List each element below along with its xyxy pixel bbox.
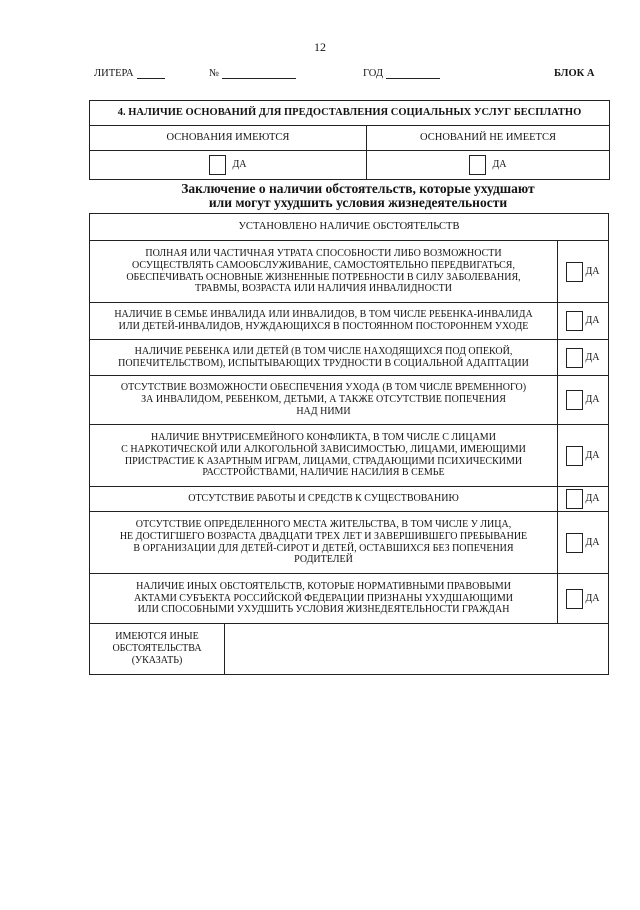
litera-blank[interactable] (137, 68, 165, 79)
checkbox[interactable] (209, 155, 226, 175)
circumstance-row (90, 241, 609, 303)
yes-option[interactable] (558, 487, 609, 512)
yes-option[interactable] (558, 425, 609, 487)
yes-option[interactable] (558, 376, 609, 425)
number-field[interactable] (209, 68, 296, 79)
circumstance-text (90, 340, 558, 376)
text-line: НАД НИМИ (296, 405, 351, 417)
form-header (88, 68, 606, 84)
text-line: НАЛИЧИЕ ИНЫХ ОБСТОЯТЕЛЬСТВ, КОТОРЫЕ НОРМАТИВНЫМИ ПРАВОВЫМИ (136, 580, 511, 592)
checkbox[interactable] (566, 533, 583, 553)
yes-option[interactable] (558, 303, 609, 340)
text-line: ПОПЕЧИТЕЛЬСТВОМ), ИСПЫТЫВАЮЩИХ ТРУДНОСТИ В СОЦИАЛЬНОЙ АДАПТАЦИИ (118, 357, 529, 369)
yes-label: ДА (585, 493, 600, 505)
other-circumstances-label (90, 624, 225, 675)
text-line: НАЛИЧИЕ РЕБЕНКА ИЛИ ДЕТЕЙ (В ТОМ ЧИСЛЕ НАХОДЯЩИХСЯ ПОД ОПЕКОЙ, (134, 345, 513, 357)
circumstance-text (90, 303, 558, 340)
circumstances-table (89, 213, 609, 675)
text-line: ИМЕЮТСЯ ИНЫЕ (115, 631, 199, 643)
text-line: ИЛИ СПОСОБНЫМИ УХУДШИТЬ УСЛОВИЯ ЖИЗНЕДЕЯТЕЛЬНОСТИ ГРАЖДАН (137, 604, 510, 616)
yes-label: ДА (585, 265, 600, 277)
circumstance-row (90, 512, 609, 574)
checkbox[interactable] (566, 311, 583, 331)
circumstance-row (90, 303, 609, 340)
litera-field[interactable] (94, 68, 165, 79)
circumstance-row (90, 487, 609, 512)
checkbox[interactable] (566, 262, 583, 282)
text-line: ОСУЩЕСТВЛЯТЬ САМООБСЛУЖИВАНИЕ, САМОСТОЯТЕЛЬНО ПЕРЕДВИГАТЬСЯ, (132, 259, 515, 271)
text-line: АКТАМИ СУБЪЕКТА РОССИЙСКОЙ ФЕДЕРАЦИИ ПРИЗНАНЫ УХУДШАЮЩИМИ (133, 592, 514, 604)
checkbox[interactable] (566, 489, 583, 509)
circumstance-row (90, 425, 609, 487)
conclusion-title (88, 182, 628, 209)
grounds-exist-header: ОСНОВАНИЯ ИМЕЮТСЯ (90, 126, 367, 151)
other-circumstances-row (90, 624, 609, 675)
block-label: БЛОК А (554, 68, 595, 79)
free-services-table (89, 100, 610, 180)
text-line: В ОРГАНИЗАЦИИ ДЛЯ ДЕТЕЙ-СИРОТ И ДЕТЕЙ, ОСТАВШИХСЯ БЕЗ ПОПЕЧЕНИЯ (133, 542, 514, 554)
text-line: ТРАВМЫ, ВОЗРАСТА ИЛИ НАЛИЧИЯ ИНВАЛИДНОСТИ (195, 283, 452, 295)
number-blank[interactable] (222, 68, 296, 79)
text-line: ОТСУТСТВИЕ ОПРЕДЕЛЕННОГО МЕСТА ЖИТЕЛЬСТВА, В ТОМ ЧИСЛЕ У ЛИЦА, (135, 518, 512, 530)
yes-label: ДА (585, 315, 600, 327)
number-label: № (209, 68, 220, 79)
yes-option[interactable] (558, 574, 609, 624)
text-line: ПОЛНАЯ ИЛИ ЧАСТИЧНАЯ УТРАТА СПОСОБНОСТИ ЛИБО ВОЗМОЖНОСТИ (145, 247, 502, 259)
other-circumstances-field[interactable] (225, 624, 609, 675)
text-line: НЕ ДОСТИГШЕГО ВОЗРАСТА ДВАДЦАТИ ТРЕХ ЛЕТ И ЗАВЕРШИВШЕГО ПРЕБЫВАНИЕ (119, 530, 528, 542)
circumstance-row (90, 340, 609, 376)
conclusion-title-line: Заключение о наличии обстоятельств, которые ухудшают (181, 181, 535, 196)
circumstance-text (90, 512, 558, 574)
text-line: РАССТРОЙСТВАМИ, НАЛИЧИЕ НАСИЛИЯ В СЕМЬЕ (202, 467, 445, 479)
yes-option[interactable] (558, 340, 609, 376)
checkbox[interactable] (566, 348, 583, 368)
year-field[interactable] (363, 68, 440, 79)
grounds-exist-option[interactable] (90, 151, 367, 180)
checkbox[interactable] (469, 155, 486, 175)
page-number: 12 (314, 40, 326, 54)
circumstance-row (90, 574, 609, 624)
text-line: ОБЕСПЕЧИВАТЬ ОСНОВНЫЕ ЖИЗНЕННЫЕ ПОТРЕБНОСТИ В СИЛУ ЗАБОЛЕВАНИЯ, (126, 271, 521, 283)
yes-label: ДА (232, 159, 247, 171)
circumstance-text (90, 376, 558, 425)
checkbox[interactable] (566, 446, 583, 466)
text-line: (УКАЗАТЬ) (131, 654, 183, 666)
checkbox[interactable] (566, 589, 583, 609)
year-label: ГОД (363, 68, 384, 79)
yes-label: ДА (492, 159, 507, 171)
circumstance-row (90, 376, 609, 425)
conclusion-title-line: или могут ухудшить условия жизнедеятельности (208, 194, 508, 210)
text-line: С НАРКОТИЧЕСКОЙ ИЛИ АЛКОГОЛЬНОЙ ЗАВИСИМОСТЬЮ, ЛИЦАМИ, ИМЕЮЩИМИ (121, 443, 526, 455)
text-line: ИЛИ ДЕТЕЙ-ИНВАЛИДОВ, НУЖДАЮЩИХСЯ В ПОСТОЯННОМ ПОСТОРОННЕМ УХОДЕ (118, 321, 529, 332)
yes-option[interactable] (558, 512, 609, 574)
circumstance-text (90, 487, 558, 512)
circumstance-text (90, 241, 558, 303)
yes-label: ДА (585, 449, 600, 461)
text-line: ПРИСТРАСТИЕ К АЗАРТНЫМ ИГРАМ, ЛИЦАМИ, СТРАДАЮЩИМИ ПСИХИЧЕСКИМИ (124, 455, 523, 467)
text-line: ОТСУТСТВИЕ РАБОТЫ И СРЕДСТВ К СУЩЕСТВОВАНИЮ (188, 493, 459, 505)
text-line: НАЛИЧИЕ В СЕМЬЕ ИНВАЛИДА ИЛИ ИНВАЛИДОВ, В ТОМ ЧИСЛЕ РЕБЕНКА-ИНВАЛИДА (114, 309, 533, 321)
text-line: РОДИТЕЛЕЙ (294, 554, 353, 566)
yes-label: ДА (585, 536, 600, 548)
text-line: ОБСТОЯТЕЛЬСТВА (112, 643, 202, 655)
established-header: УСТАНОВЛЕНО НАЛИЧИЕ ОБСТОЯТЕЛЬСТВ (90, 214, 609, 241)
litera-label: ЛИТЕРА (94, 68, 134, 79)
text-line: ЗА ИНВАЛИДОМ, РЕБЕНКОМ, ДЕТЬМИ, А ТАКЖЕ ОТСУТСТВИЕ ПОПЕЧЕНИЯ (141, 394, 506, 406)
circumstance-text (90, 425, 558, 487)
no-grounds-header: ОСНОВАНИЙ НЕ ИМЕЕТСЯ (367, 126, 610, 151)
yes-option[interactable] (558, 241, 609, 303)
year-blank[interactable] (386, 68, 440, 79)
text-line: НАЛИЧИЕ ВНУТРИСЕМЕЙНОГО КОНФЛИКТА, В ТОМ ЧИСЛЕ С ЛИЦАМИ (151, 431, 496, 443)
yes-label: ДА (585, 351, 600, 363)
free-services-title: 4. НАЛИЧИЕ ОСНОВАНИЙ ДЛЯ ПРЕДОСТАВЛЕНИЯ СОЦИАЛЬНЫХ УСЛУГ БЕСПЛАТНО (90, 101, 610, 126)
no-grounds-option[interactable] (367, 151, 610, 180)
yes-label: ДА (585, 394, 600, 406)
circumstance-text (90, 574, 558, 624)
checkbox[interactable] (566, 390, 583, 410)
yes-label: ДА (585, 592, 600, 604)
text-line: ОТСУТСТВИЕ ВОЗМОЖНОСТИ ОБЕСПЕЧЕНИЯ УХОДА (В ТОМ ЧИСЛЕ ВРЕМЕННОГО) (120, 382, 527, 394)
